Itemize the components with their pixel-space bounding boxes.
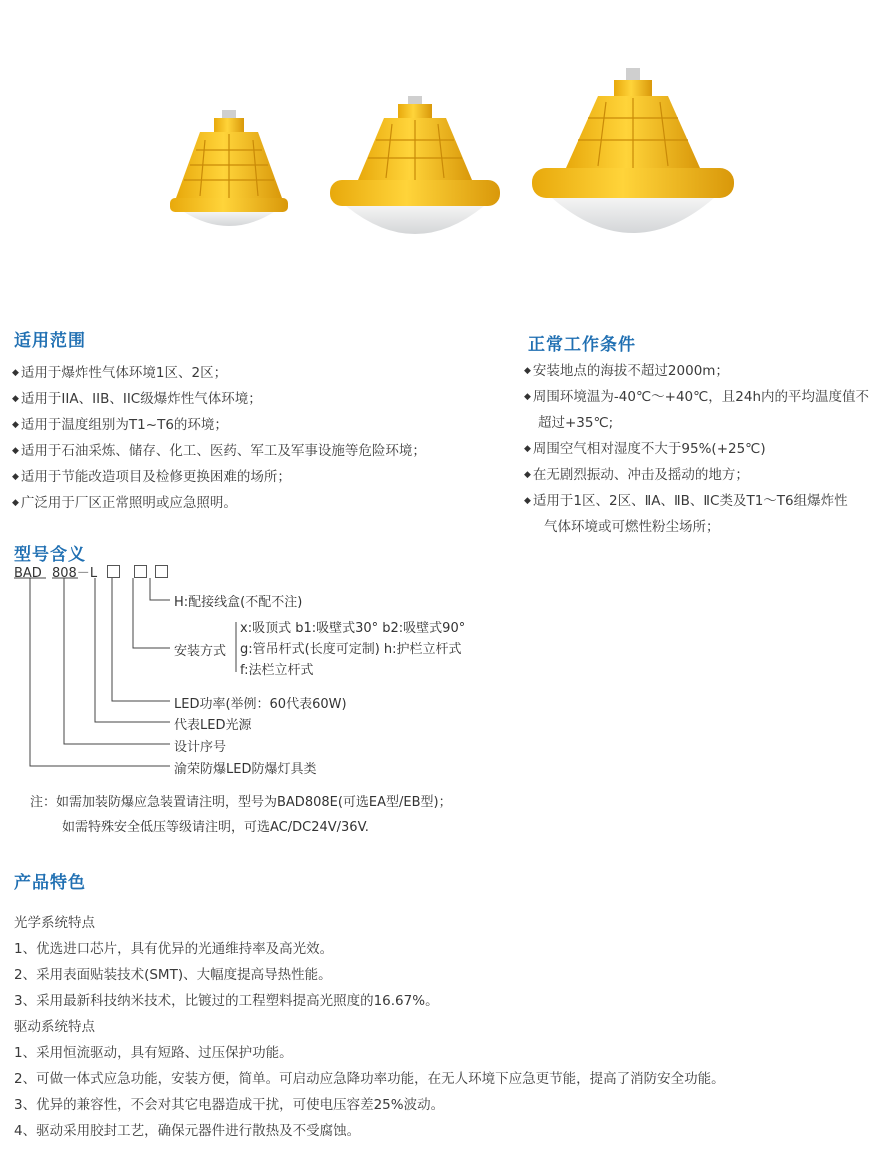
install-option: g:管吊杆式(长度可定制) h:护栏立杆式 <box>240 642 462 657</box>
model-note-2: 如需特殊安全低压等级请注明，可选AC/DC24V/36V. <box>62 820 369 835</box>
list-item: ◆ 周围空气相对湿度不大于95%(+25℃) <box>524 441 766 457</box>
model-code-dash: － <box>76 566 90 581</box>
diamond-bullet-icon: ◆ <box>524 444 531 454</box>
list-item-continued: 气体环境或可燃性粉尘场所； <box>544 519 720 535</box>
label-install: 安装方式 <box>174 644 227 659</box>
diamond-bullet-icon: ◆ <box>12 498 19 508</box>
model-heading: 型号含义 <box>14 545 86 565</box>
features-heading: 产品特色 <box>14 873 86 893</box>
label-serial: 设计序号 <box>174 740 227 755</box>
scope-list <box>12 360 426 516</box>
lamp-small <box>170 110 288 226</box>
feature-item: 1、优选进口芯片，具有优异的光通维持率及高光效。 <box>14 941 334 957</box>
product-lamps-image <box>0 0 888 260</box>
install-option: f:法栏立杆式 <box>240 663 314 678</box>
diamond-bullet-icon: ◆ <box>12 420 19 430</box>
list-item: ◆ 适用于节能改造项目及检修更换困难的场所； <box>12 469 291 485</box>
list-item: ◆ 周围环境温为-40℃～+40℃，且24h内的平均温度值不 <box>524 389 870 405</box>
label-led: 代表LED光源 <box>174 718 252 733</box>
install-option: x:吸顶式 b1:吸壁式30° b2:吸壁式90° <box>240 621 466 636</box>
list-item: ◆ 适用于爆炸性气体环境1区、2区； <box>12 365 228 381</box>
list-item-continued: 超过+35℃; <box>538 415 614 431</box>
diamond-bullet-icon: ◆ <box>524 470 531 480</box>
diamond-bullet-icon: ◆ <box>12 368 19 378</box>
feature-item: 1、采用恒流驱动，具有短路、过压保护功能。 <box>14 1045 293 1061</box>
feature-item: 4、驱动采用胶封工艺，确保元器件进行散热及不受腐蚀。 <box>14 1123 361 1139</box>
feature-item: 2、采用表面贴装技术(SMT)、大幅度提高导热性能。 <box>14 967 332 983</box>
label-brand: 渝荣防爆LED防爆灯具类 <box>174 762 317 777</box>
features-body <box>14 910 725 1144</box>
list-item: ◆ 广泛用于厂区正常照明或应急照明。 <box>12 495 237 511</box>
list-item: ◆ 适用于IIA、IIB、IIC级爆炸性气体环境； <box>12 391 262 407</box>
drive-subheading: 驱动系统特点 <box>14 1019 95 1035</box>
conditions-list <box>524 358 869 540</box>
optical-subheading: 光学系统特点 <box>14 915 95 931</box>
list-item: ◆ 安装地点的海拔不超过2000m； <box>524 363 729 379</box>
diamond-bullet-icon: ◆ <box>524 496 531 506</box>
conditions-heading: 正常工作条件 <box>528 335 636 355</box>
list-item: ◆ 在无剧烈振动、冲击及摇动的地方； <box>524 467 749 483</box>
diamond-bullet-icon: ◆ <box>12 394 19 404</box>
diamond-bullet-icon: ◆ <box>12 446 19 456</box>
diamond-bullet-icon: ◆ <box>524 366 531 376</box>
lamp-large <box>532 68 734 233</box>
list-item: ◆ 适用于1区、2区、ⅡA、ⅡB、ⅡC类及T1～T6组爆炸性 <box>524 493 848 509</box>
feature-item: 3、优异的兼容性，不会对其它电器造成干扰，可使电压容差25%波动。 <box>14 1097 445 1113</box>
label-h: H:配接线盒(不配不注) <box>174 595 303 610</box>
feature-item: 3、采用最新科技纳米技术，比镀过的工程塑料提高光照度的16.67%。 <box>14 993 439 1009</box>
list-item: ◆ 适用于温度组别为T1~T6的环境； <box>12 417 228 433</box>
model-code-led: L <box>89 566 98 581</box>
diamond-bullet-icon: ◆ <box>12 472 19 482</box>
model-code-number: 808 <box>51 566 77 581</box>
feature-item: 2、可做一体式应急功能，安装方便，简单。可启动应急降功率功能，在无人环境下应急更节能，提高了消防安全功能。 <box>14 1071 725 1087</box>
model-note-1: 注：如需加装防爆应急装置请注明，型号为BAD808E(可选EA型/EB型)； <box>30 795 452 810</box>
label-power: LED功率(举例：60代表60W) <box>174 697 347 712</box>
install-options <box>240 618 465 681</box>
list-item: ◆ 适用于石油采炼、储存、化工、医药、军工及军事设施等危险环境； <box>12 443 426 459</box>
diamond-bullet-icon: ◆ <box>524 392 531 402</box>
scope-heading: 适用范围 <box>14 331 86 351</box>
lamp-medium <box>330 96 500 234</box>
model-code-series: BAD <box>14 566 42 581</box>
